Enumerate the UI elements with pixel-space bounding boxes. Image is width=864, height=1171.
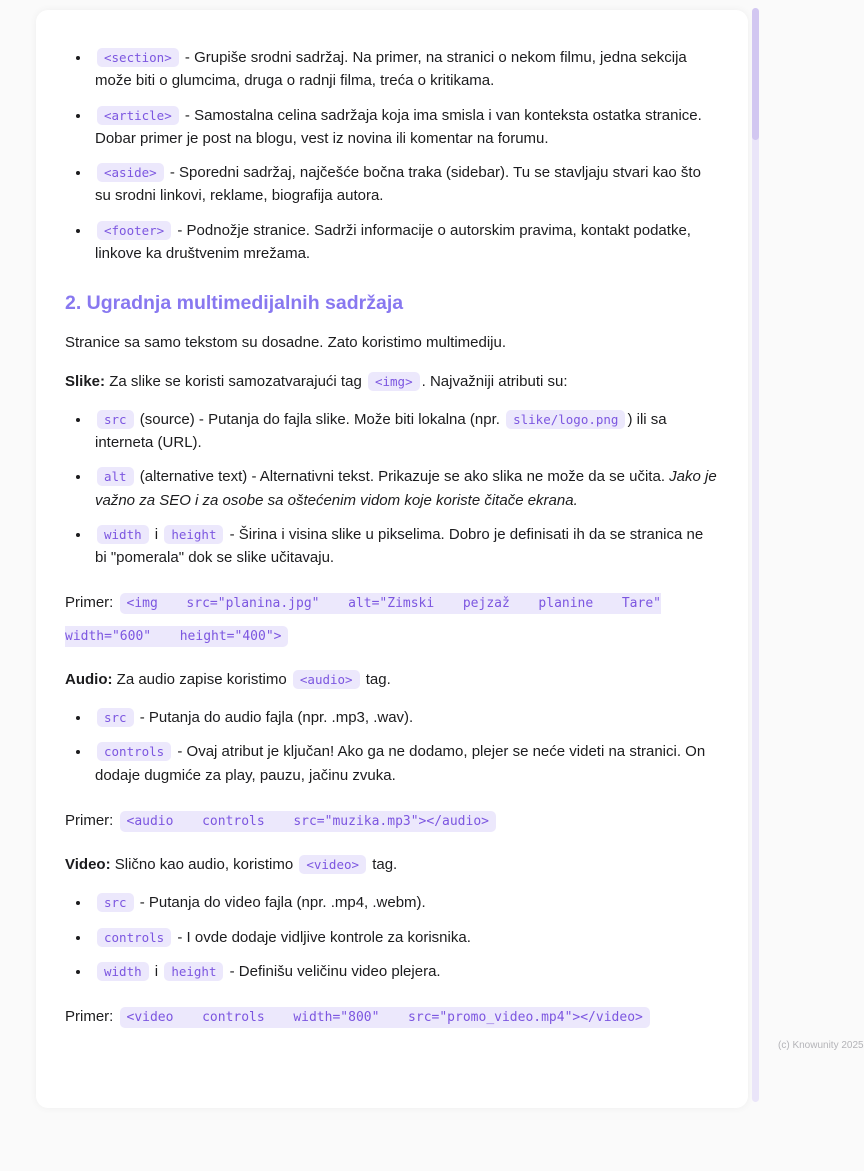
paragraph bbox=[65, 668, 719, 691]
inline-code-tag: <aside> bbox=[97, 163, 164, 182]
list-item bbox=[91, 960, 719, 983]
list-item bbox=[91, 523, 719, 570]
text-run: Primer: bbox=[65, 811, 118, 829]
inline-code-tag: <audio> bbox=[293, 670, 360, 689]
inline-code-tag: height bbox=[164, 525, 223, 544]
inline-code-tag: controls bbox=[97, 742, 171, 761]
scrollbar-track[interactable] bbox=[752, 8, 759, 1102]
inline-code-tag: <img> bbox=[368, 372, 420, 391]
code-example-line bbox=[65, 1001, 719, 1033]
inline-code-tag: alt bbox=[97, 467, 134, 486]
paragraph bbox=[65, 370, 719, 393]
document-card bbox=[36, 10, 864, 1108]
inline-code-tag: <footer> bbox=[97, 221, 171, 240]
text-run: i bbox=[150, 525, 163, 543]
text-run: (alternative text) - Alternativni tekst. Prikazuje se ako slika ne može da se učita. bbox=[135, 468, 670, 486]
list-item bbox=[91, 891, 719, 914]
text-run: tag. bbox=[361, 670, 391, 688]
list-item bbox=[91, 706, 719, 729]
inline-code-tag: <article> bbox=[97, 106, 179, 125]
code-example: <img src="planina.jpg" alt="Zimski pejzaž planine Tare" width="600" height="400"> bbox=[65, 593, 661, 646]
text-run: - Grupiše srodni sadržaj. Na primer, na stranici o nekom filmu, jedna sekcija može biti o glumcima, druga o radnji filma, treća o kritikama. bbox=[95, 49, 687, 90]
inline-code-tag: src bbox=[97, 708, 134, 727]
text-run: tag. bbox=[368, 856, 398, 874]
bullet-list bbox=[65, 891, 719, 983]
text-run: Primer: bbox=[65, 594, 118, 612]
inline-code-tag: src bbox=[97, 410, 134, 429]
bullet-list bbox=[65, 46, 719, 265]
scrollbar-thumb[interactable] bbox=[752, 8, 759, 140]
text-run: - Širina i visina slike u pikselima. Dobro je definisati ih da se stranica ne bi "pomerala" dok se slike učitavaju. bbox=[95, 525, 704, 567]
copyright-credit: (c) Knowunity 2025 bbox=[778, 1040, 864, 1051]
text-run: Za audio zapise koristimo bbox=[112, 670, 291, 688]
bullet-list bbox=[65, 706, 719, 787]
text-run: - Podnožje stranice. Sadrži informacije o autorskim pravima, kontakt podatke, linkove ka društvenim mrežama. bbox=[95, 221, 691, 262]
text-run: - Ovaj atribut je ključan! Ako ga ne dodamo, plejer se neće videti na stranici. On dodaje dugmiće za play, pauzu, jačinu zvuka. bbox=[95, 743, 706, 784]
list-item bbox=[91, 161, 719, 208]
text-run: - Putanja do audio fajla (npr. .mp3, .wav). bbox=[135, 709, 414, 727]
bold-label: Video: bbox=[65, 856, 111, 874]
bold-label: Slike: bbox=[65, 372, 106, 390]
code-example: <audio controls src="muzika.mp3"></audio> bbox=[120, 811, 497, 832]
list-item bbox=[91, 219, 719, 266]
text-run: ) ili sa interneta (URL). bbox=[95, 410, 667, 452]
inline-code-tag: height bbox=[164, 962, 223, 981]
inline-code-tag: <video> bbox=[299, 855, 366, 874]
inline-code-tag: <section> bbox=[97, 48, 179, 67]
text-run: Primer: bbox=[65, 1008, 118, 1026]
text-run: i bbox=[150, 962, 163, 980]
list-item bbox=[91, 740, 719, 787]
list-item bbox=[91, 926, 719, 949]
bold-label: Audio: bbox=[65, 670, 113, 688]
text-run: . Najvažniji atributi su: bbox=[421, 372, 568, 390]
inline-code-tag: src bbox=[97, 893, 134, 912]
text-run: - Definišu veličinu video plejera. bbox=[225, 962, 441, 980]
text-run: - Putanja do video fajla (npr. .mp4, .webm). bbox=[135, 894, 426, 912]
text-run: - I ovde dodaje vidljive kontrole za korisnika. bbox=[173, 928, 471, 946]
code-example-line bbox=[65, 805, 719, 837]
paragraph bbox=[65, 853, 719, 876]
inline-code-tag: width bbox=[97, 525, 149, 544]
inline-code-tag: controls bbox=[97, 928, 171, 947]
code-example: <video controls width="800" src="promo_video.mp4"></video> bbox=[120, 1007, 650, 1028]
text-run: Slično kao audio, koristimo bbox=[110, 856, 298, 874]
paragraph bbox=[65, 331, 719, 354]
section-heading: 2. Ugradnja multimedijalnih sadržaja bbox=[65, 292, 404, 314]
italic-note: Jako je važno za SEO i za osobe sa oštećenim vidom koje koriste čitače ekrana. bbox=[95, 468, 717, 509]
list-item bbox=[91, 104, 719, 151]
list-item bbox=[91, 408, 719, 455]
code-example-line bbox=[65, 587, 719, 652]
text-run: - Sporedni sadržaj, najčešće bočna traka (sidebar). Tu se stavljaju stvari kao što su srodni linkovi, reklame, biografija autora. bbox=[95, 164, 701, 205]
inline-code-tag: slike/logo.png bbox=[506, 410, 625, 429]
text-run: - Samostalna celina sadržaja koja ima smisla i van konteksta ostatka stranice. Dobar primer je post na blogu, vest iz novina ili komentar na forumu. bbox=[95, 106, 702, 147]
bullet-list bbox=[65, 408, 719, 570]
list-item bbox=[91, 46, 719, 93]
list-item bbox=[91, 465, 719, 512]
text-run: Stranice sa samo tekstom su dosadne. Zato koristimo multimediju. bbox=[65, 334, 507, 352]
document-content bbox=[65, 46, 719, 1033]
inline-code-tag: width bbox=[97, 962, 149, 981]
text-run: (source) - Putanja do fajla slike. Može biti lokalna (npr. bbox=[135, 410, 505, 428]
text-run: Za slike se koristi samozatvarajući tag bbox=[105, 372, 366, 390]
